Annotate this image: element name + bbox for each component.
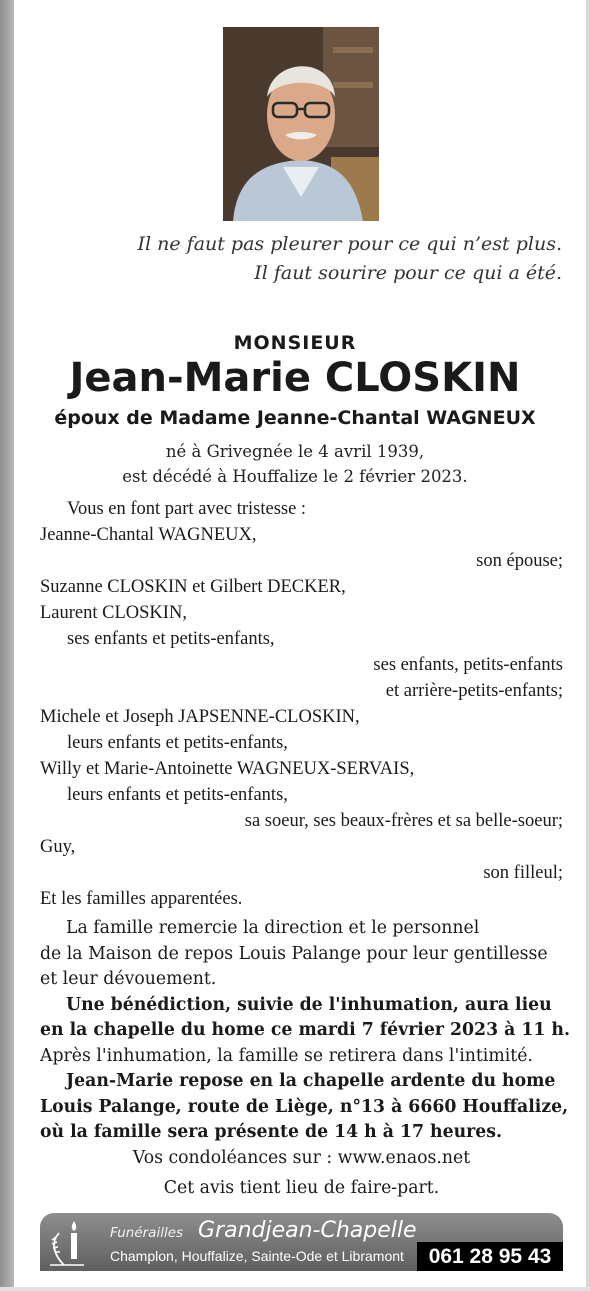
deceased-name: Jean-Marie CLOSKIN: [69, 355, 521, 401]
family-member: Laurent CLOSKIN,: [40, 603, 187, 623]
notice-line: Cet avis tient lieu de faire-part.: [163, 1178, 440, 1198]
bottom-border: [0, 1287, 590, 1291]
brand-prefix: Funérailles: [110, 1225, 184, 1241]
birth-line: né à Grivegnée le 4 avril 1939,: [165, 442, 425, 461]
quote-line: Il ne faut pas pleurer pour ce qui n’est plus.: [137, 233, 562, 255]
death-line: est décédé à Houffalize le 2 février 2023.: [122, 467, 468, 486]
funeral-home-banner: [40, 1213, 563, 1271]
civility: MONSIEUR: [233, 332, 357, 354]
quote: [138, 230, 562, 288]
family-member: Jeanne-Chantal WAGNEUX,: [40, 525, 257, 545]
ceremony-line: Après l'inhumation, la famille se retirera dans l'intimité.: [40, 1045, 533, 1066]
thanks-line: et leur dévouement.: [40, 969, 217, 989]
candle-wheat-icon: [44, 1215, 90, 1269]
family-member: leurs enfants et petits-enfants,: [67, 733, 288, 753]
closing-text: [40, 916, 570, 1205]
condolences-line: Vos condoléances sur : www.enaos.net: [132, 1147, 471, 1168]
relation-label: son filleul;: [483, 863, 563, 883]
family-member: Suzanne CLOSKIN et Gilbert DECKER,: [40, 577, 346, 597]
birth-death-info: [0, 439, 590, 489]
relation-label: et arrière-petits-enfants;: [385, 681, 563, 701]
visitation-line: où la famille sera présente de 14 h à 17 heures.: [40, 1122, 503, 1142]
relation-label: son épouse;: [476, 551, 563, 571]
left-border: [0, 0, 14, 1291]
spouse-line: époux de Madame Jeanne-Chantal WAGNEUX: [54, 407, 536, 429]
family-member: Willy et Marie-Antoinette WAGNEUX-SERVAIS,: [40, 759, 415, 779]
family-member: Michele et Joseph JAPSENNE-CLOSKIN,: [40, 707, 360, 727]
visitation-line: Jean-Marie repose en la chapelle ardente du home: [66, 1071, 556, 1091]
ceremony-line: en la chapelle du home ce mardi 7 février 2023 à 11 h.: [40, 1020, 570, 1040]
portrait-photo: [223, 27, 379, 221]
brand-name: Grandjean-Chapelle: [198, 1218, 417, 1243]
thanks-line: La famille remercie la direction et le personnel: [66, 918, 480, 938]
relation-label: ses enfants, petits-enfants: [373, 655, 563, 675]
family-list: [40, 496, 563, 912]
phone-number: 061 28 95 43: [417, 1242, 563, 1271]
brand-locations: Champlon, Houffalize, Sainte-Ode et Libramont: [110, 1248, 404, 1264]
family-member: Et les familles apparentées.: [40, 889, 243, 909]
thanks-line: de la Maison de repos Louis Palange pour leur gentillesse: [40, 943, 548, 964]
family-member: ses enfants et petits-enfants,: [67, 629, 275, 649]
relation-label: sa soeur, ses beaux-frères et sa belle-soeur;: [244, 811, 563, 831]
quote-line: Il faut sourire pour ce qui a été.: [254, 262, 562, 284]
ceremony-line: Une bénédiction, suivie de l'inhumation, aura lieu: [66, 994, 552, 1015]
intro-line: Vous en font part avec tristesse :: [67, 499, 307, 519]
family-member: leurs enfants et petits-enfants,: [67, 785, 288, 805]
visitation-line: Louis Palange, route de Liège, n°13 à 6660 Houffalize,: [40, 1096, 569, 1117]
family-member: Guy,: [40, 837, 76, 857]
right-border: [586, 0, 590, 1291]
